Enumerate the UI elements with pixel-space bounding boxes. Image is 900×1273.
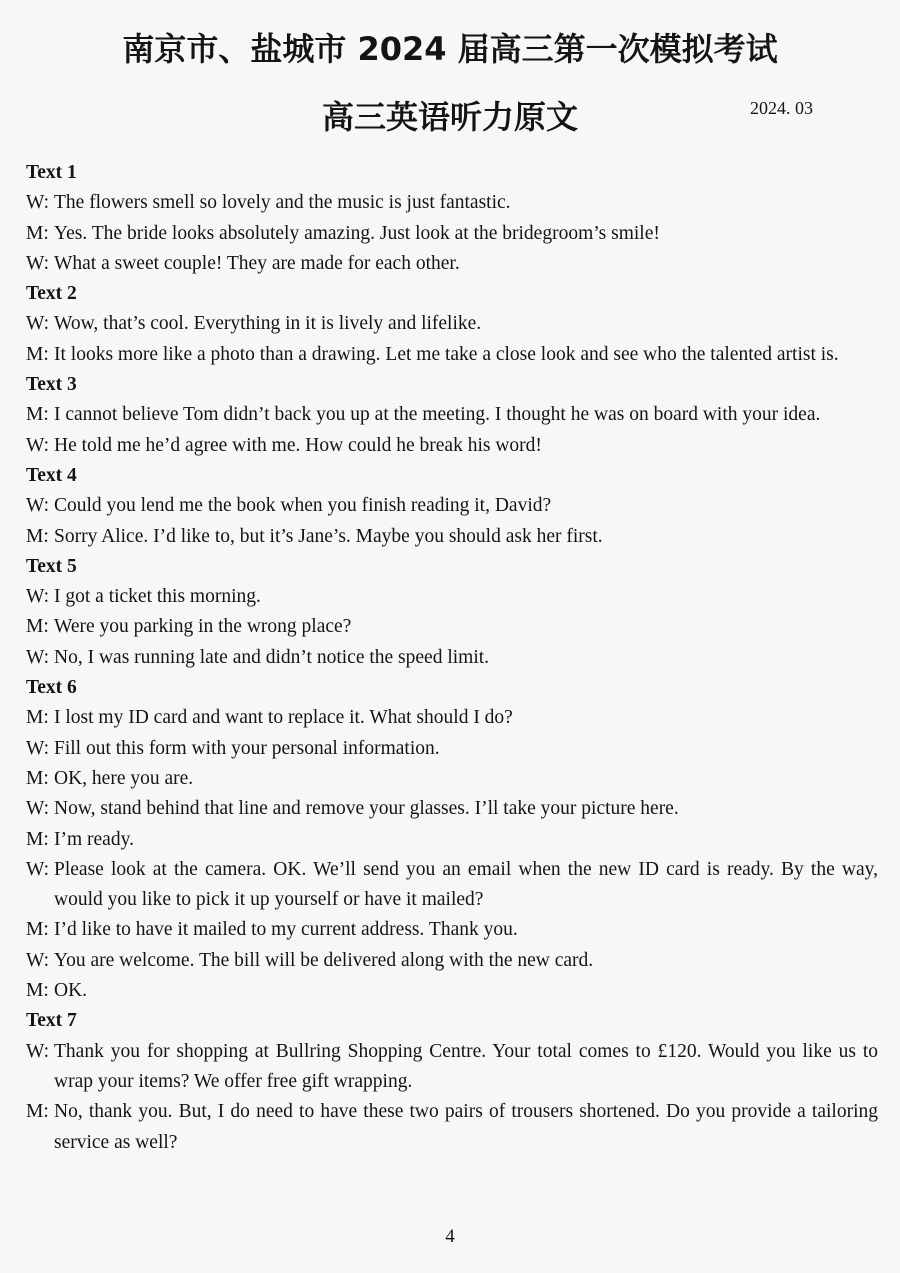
speaker-label: W:	[26, 737, 50, 759]
date-label: 2024. 03	[750, 98, 813, 118]
dialogue-line	[26, 612, 878, 642]
dialogue-text: I got a ticket this morning.	[54, 586, 261, 608]
dialogue-text: Please look at the camera. OK. We’ll send you an email when the new ID card is ready. By the way, would you like to pick it up yourself or have it mailed?	[54, 858, 878, 911]
speaker-label: M:	[26, 980, 49, 1002]
dialogue-text: OK.	[54, 980, 88, 1002]
dialogue-line	[26, 734, 878, 764]
section-heading: Text 2	[26, 283, 77, 305]
speaker-label: M:	[26, 404, 49, 426]
dialogue-text: No, I was running late and didn’t notice the speed limit.	[54, 646, 490, 668]
dialogue-text: I’m ready.	[54, 828, 134, 850]
dialogue-line	[26, 188, 878, 218]
speaker-label: M:	[26, 828, 49, 850]
dialogue-line	[26, 825, 878, 855]
dialogue-line	[26, 915, 878, 945]
speaker-label: M:	[26, 343, 49, 365]
dialogue-line	[26, 1097, 878, 1158]
dialogue-text: No, thank you. But, I do need to have these two pairs of trousers shortened. Do you provide a tailoring service as well?	[54, 1101, 878, 1153]
dialogue-text: The flowers smell so lovely and the music is just fantastic.	[54, 192, 511, 214]
speaker-label: M:	[26, 919, 49, 941]
dialogue-text: What a sweet couple! They are made for each other.	[54, 252, 460, 274]
dialogue-text: Thank you for shopping at Bullring Shopping Centre. Your total comes to £120. Would you like us to wrap your items? We offer free gift wrapping.	[54, 1040, 878, 1092]
dialogue-text: Were you parking in the wrong place?	[54, 616, 352, 638]
speaker-label: W:	[26, 252, 50, 274]
section-heading: Text 3	[26, 374, 77, 396]
section-heading: Text 4	[26, 464, 77, 486]
speaker-label: M:	[26, 707, 49, 729]
dialogue-text: Fill out this form with your personal information.	[54, 737, 440, 759]
dialogue-line	[26, 582, 878, 612]
dialogue-line	[26, 1037, 878, 1098]
dialogue-text: OK, here you are.	[54, 767, 194, 789]
dialogue-line	[26, 522, 878, 552]
dialogue-text: He told me he’d agree with me. How could he break his word!	[54, 434, 542, 456]
section-heading: Text 1	[26, 162, 77, 183]
speaker-label: M:	[26, 222, 49, 244]
dialogue-text: You are welcome. The bill will be delivered along with the new card.	[54, 949, 594, 971]
page-number: 4	[445, 1226, 455, 1247]
speaker-label: W:	[26, 313, 50, 335]
dialogue-text: Yes. The bride looks absolutely amazing. Just look at the bridegroom’s smile!	[54, 222, 660, 244]
dialogue-text: Wow, that’s cool. Everything in it is lively and lifelike.	[54, 313, 482, 335]
speaker-label: W:	[26, 192, 50, 214]
dialogue-text: I’d like to have it mailed to my current address. Thank you.	[54, 919, 518, 941]
speaker-label: W:	[26, 1040, 50, 1062]
dialogue-text: Now, stand behind that line and remove your glasses. I’ll take your picture here.	[54, 798, 679, 820]
dialogue-line	[26, 491, 878, 521]
speaker-label: W:	[26, 858, 50, 880]
dialogue-text: It looks more like a photo than a drawing. Let me take a close look and see who the talented artist is.	[54, 343, 839, 365]
dialogue-line	[26, 794, 878, 824]
section-heading: Text 7	[26, 1010, 77, 1032]
dialogue-line	[26, 340, 878, 370]
dialogue-line	[26, 855, 878, 916]
dialogue-line	[26, 219, 878, 249]
dialogue-line	[26, 703, 878, 733]
dialogue-line	[26, 946, 878, 976]
speaker-label: W:	[26, 646, 50, 668]
speaker-label: M:	[26, 767, 49, 789]
dialogue-line	[26, 431, 878, 461]
dialogue-text: I cannot believe Tom didn’t back you up at the meeting. I thought he was on board with your idea.	[54, 404, 821, 426]
section-heading: Text 5	[26, 555, 77, 577]
dialogue-text: Could you lend me the book when you finish reading it, David?	[54, 495, 552, 517]
speaker-label: W:	[26, 586, 50, 608]
dialogue-line	[26, 764, 878, 794]
dialogue-line	[26, 400, 878, 430]
dialogue-line	[26, 249, 878, 279]
dialogue-text: I lost my ID card and want to replace it. What should I do?	[54, 707, 513, 729]
transcript-body	[26, 158, 878, 1158]
speaker-label: M:	[26, 525, 49, 547]
speaker-label: W:	[26, 798, 50, 820]
dialogue-text: Sorry Alice. I’d like to, but it’s Jane’s. Maybe you should ask her first.	[54, 525, 603, 547]
page-title: 南京市、盐城市 2024 届高三第一次模拟考试	[122, 30, 778, 68]
speaker-label: W:	[26, 949, 50, 971]
dialogue-line	[26, 309, 878, 339]
dialogue-line	[26, 976, 878, 1006]
speaker-label: M:	[26, 1101, 49, 1123]
page-subtitle: 高三英语听力原文	[321, 98, 578, 136]
dialogue-line	[26, 643, 878, 673]
speaker-label: M:	[26, 616, 49, 638]
speaker-label: W:	[26, 434, 50, 456]
section-heading: Text 6	[26, 677, 77, 699]
speaker-label: W:	[26, 495, 50, 517]
